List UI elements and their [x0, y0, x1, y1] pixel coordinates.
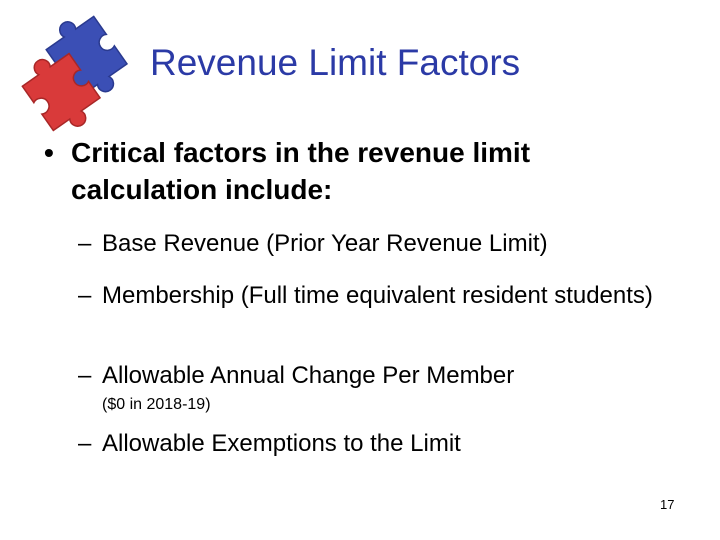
main-bullet-text: Critical factors in the revenue limit calculation include: [71, 137, 531, 205]
sub-bullet-text: Allowable Exemptions to the Limit [102, 430, 461, 457]
sub-bullet-exemptions [78, 428, 698, 460]
sub-bullet-base-revenue [78, 228, 698, 260]
bullet-symbol: • [44, 137, 54, 168]
sub-bullet-allowable-change [78, 360, 698, 416]
dash: – [78, 362, 92, 389]
main-bullet [44, 134, 684, 208]
sub-bullet-membership [78, 280, 698, 312]
dash: – [78, 430, 92, 457]
sub-bullet-text: Base Revenue (Prior Year Revenue Limit) [102, 230, 548, 257]
puzzle-pieces-icon [18, 12, 138, 132]
slide-title: Revenue Limit Factors [150, 42, 521, 83]
sub-bullet-note: ($0 in 2018-19) [102, 396, 211, 413]
page-number: 17 [660, 497, 675, 512]
sub-bullet-text: Membership (Full time equivalent resident students) [102, 282, 653, 309]
dash: – [78, 282, 92, 309]
dash: – [78, 230, 92, 257]
sub-bullet-text: Allowable Annual Change Per Member [102, 362, 515, 389]
